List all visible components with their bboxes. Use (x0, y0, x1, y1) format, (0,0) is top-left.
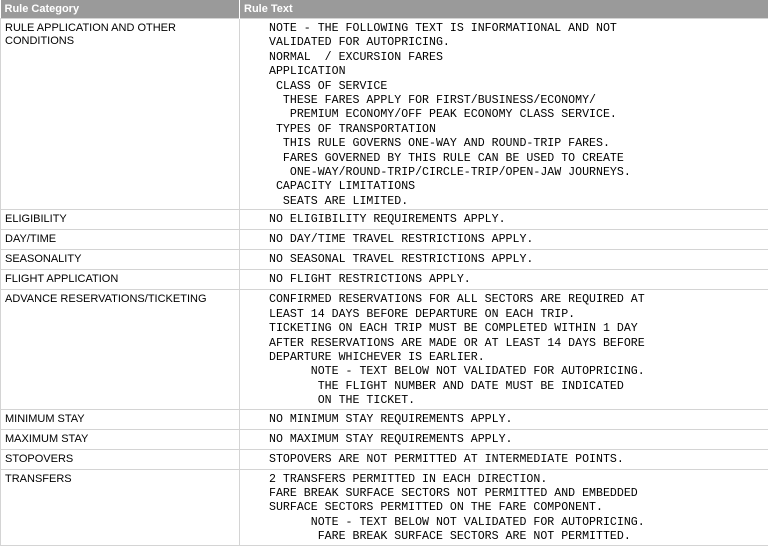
rule-category: SEASONALITY (1, 250, 240, 270)
rule-text-cell (240, 409, 768, 429)
table-row (1, 19, 768, 210)
table-row (1, 409, 768, 429)
header-rule-text: Rule Text (240, 0, 768, 19)
rule-category: ELIGIBILITY (1, 210, 240, 230)
rule-text-cell (240, 250, 768, 270)
rule-text-cell (240, 429, 768, 449)
rule-category: MINIMUM STAY (1, 409, 240, 429)
rule-category: DAY/TIME (1, 230, 240, 250)
rule-text: NO DAY/TIME TRAVEL RESTRICTIONS APPLY. (269, 233, 534, 247)
rule-text-cell (240, 19, 768, 210)
rule-category: MAXIMUM STAY (1, 429, 240, 449)
rule-category: STOPOVERS (1, 449, 240, 469)
header-rule-category: Rule Category (1, 0, 240, 19)
rule-text-cell (240, 270, 768, 290)
table-row (1, 250, 768, 270)
rule-text-cell (240, 230, 768, 250)
rule-category: FLIGHT APPLICATION (1, 270, 240, 290)
rule-category: RULE APPLICATION AND OTHER CONDITIONS (1, 19, 240, 210)
rule-text: NO MAXIMUM STAY REQUIREMENTS APPLY. (269, 432, 513, 446)
table-row (1, 270, 768, 290)
rule-text: 2 TRANSFERS PERMITTED IN EACH DIRECTION. FARE BREAK SURFACE SECTORS NOT PERMITTED AND EMBEDDED SURFACE SECTORS PERMITTED ON THE FARE COMPONENT. NOTE - TEXT BELOW NOT VALIDATED FOR AUTOPRICING. FARE BREAK SURFACE SECTORS ARE NOT PERMITTED. (269, 472, 645, 544)
table-header-row (1, 0, 768, 19)
rule-text-cell (240, 290, 768, 409)
rule-text: STOPOVERS ARE NOT PERMITTED AT INTERMEDIATE POINTS. (269, 452, 624, 466)
rule-text: CONFIRMED RESERVATIONS FOR ALL SECTORS ARE REQUIRED AT LEAST 14 DAYS BEFORE DEPARTURE ON EACH TRIP. TICKETING ON EACH TRIP MUST BE COMPLETED WITHIN 1 DAY AFTER RESERVATIONS ARE MADE OR AT LEAST 14 DAYS BEFORE DEPARTURE WHICHEVER IS EARLIER. NOTE - TEXT BELOW NOT VALIDATED FOR AUTOPRICING. THE FLIGHT NUMBER AND DATE MUST BE INDICATED ON THE TICKET. (269, 293, 645, 408)
table-row (1, 449, 768, 469)
rule-category: ADVANCE RESERVATIONS/TICKETING (1, 290, 240, 409)
table-row (1, 469, 768, 545)
table-row (1, 210, 768, 230)
rule-text-cell (240, 449, 768, 469)
rule-text: NO SEASONAL TRAVEL RESTRICTIONS APPLY. (269, 253, 534, 267)
rule-text-cell (240, 469, 768, 545)
table-row (1, 230, 768, 250)
rule-text: NO FLIGHT RESTRICTIONS APPLY. (269, 273, 471, 287)
rule-text-cell (240, 210, 768, 230)
rule-text: NO ELIGIBILITY REQUIREMENTS APPLY. (269, 213, 506, 227)
rule-text: NO MINIMUM STAY REQUIREMENTS APPLY. (269, 412, 513, 426)
rule-category: TRANSFERS (1, 469, 240, 545)
table-row (1, 290, 768, 409)
rule-text: NOTE - THE FOLLOWING TEXT IS INFORMATIONAL AND NOT VALIDATED FOR AUTOPRICING. NORMAL / EXCURSION FARES APPLICATION CLASS OF SERVICE THESE FARES APPLY FOR FIRST/BUSINESS/ECONOMY/ PREMIUM ECONOMY/OFF PEAK ECONOMY CLASS SERVICE. TYPES OF TRANSPORTATION THIS RULE GOVERNS ONE-WAY AND ROUND-TRIP FARES. FARES GOVERNED BY THIS RULE CAN BE USED TO CREATE ONE-WAY/ROUND-TRIP/CIRCLE-TRIP/OPEN-JAW JOURNEYS. CAPACITY LIMITATIONS SEATS ARE LIMITED. (269, 22, 631, 208)
table-row (1, 429, 768, 449)
